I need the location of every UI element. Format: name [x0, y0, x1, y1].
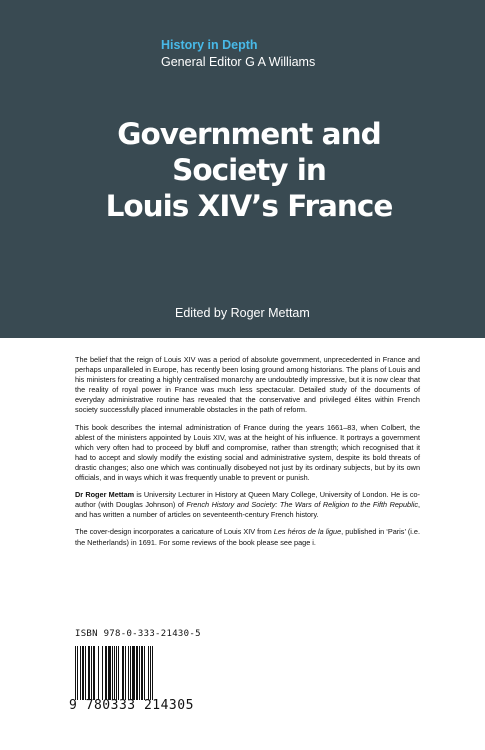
author-bio-text-b: , and has written a number of articles on seventeenth-century French history. — [75, 500, 421, 520]
author-bio-text-a: is University Lecturer in History at Queen Mary College, University of London. He is co-author (with Douglas Johnson) of — [75, 490, 420, 510]
caricature-source: Les héros de la ligue — [273, 527, 342, 537]
general-editor: General Editor G A Williams — [161, 55, 316, 69]
author-bio — [75, 490, 420, 520]
barcode-bar — [153, 646, 154, 700]
edited-by: Edited by Roger Mettam — [175, 306, 310, 320]
book-title — [84, 116, 414, 224]
author-name: Dr Roger Mettam — [75, 490, 135, 500]
cover-design-note — [75, 527, 420, 547]
cover-note-text-b: , published in ‘Paris’ (i.e. the Netherlands) in 1691. For some reviews of the book please see page i. — [75, 527, 420, 547]
coauthored-book-title: French History and Society: The Wars of Religion to the Fifth Republic — [186, 500, 418, 510]
cover-note-text-a: The cover-design incorporates a caricature of Louis XIV from — [75, 527, 274, 537]
isbn-label: ISBN 978-0-333-21430-5 — [75, 629, 201, 639]
book-title-line-3: Louis XIV’s France — [105, 189, 393, 223]
description-paragraph-2: This book describes the internal administration of France during the years 1661–83, when Colbert, the ablest of the ministers appointed by Louis XIV, was at the height of his influence. It portrays a government which very often had to proceed by bluff and compromise, rather than strength; which recognised that it had to accept and slowly modify the existing social and administrative system, despite its bold threats of drastic changes; also one which was continually disobeyed not just by its ordinary subjects, but by its own officials, and in ways which it was frequently unable to prevent or punish. — [75, 422, 420, 483]
barcode-digits: 9 780333 214305 — [69, 698, 194, 713]
series-title: History in Depth — [161, 38, 258, 52]
book-title-line-1: Government and — [117, 117, 381, 151]
description-paragraph-1: The belief that the reign of Louis XIV was a period of absolute government, unprecedented in France and perhaps unparalleled in Europe, has recently been losing ground among historians. The plans of Louis and his ministers for creating a highly centralised monarchy are undoubtedly impressive, but it is now clear that the reality of royal power in France was much less spectacular. Detailed study of the documents of everyday administrative routine has revealed that the conservative and privileged élites within French society successfully placed innumerable obstacles in the path of reform. — [75, 355, 420, 415]
barcode — [75, 646, 185, 700]
book-title-line-2: Society in — [172, 153, 326, 187]
book-description — [75, 355, 420, 555]
cover-header-panel — [0, 0, 485, 338]
